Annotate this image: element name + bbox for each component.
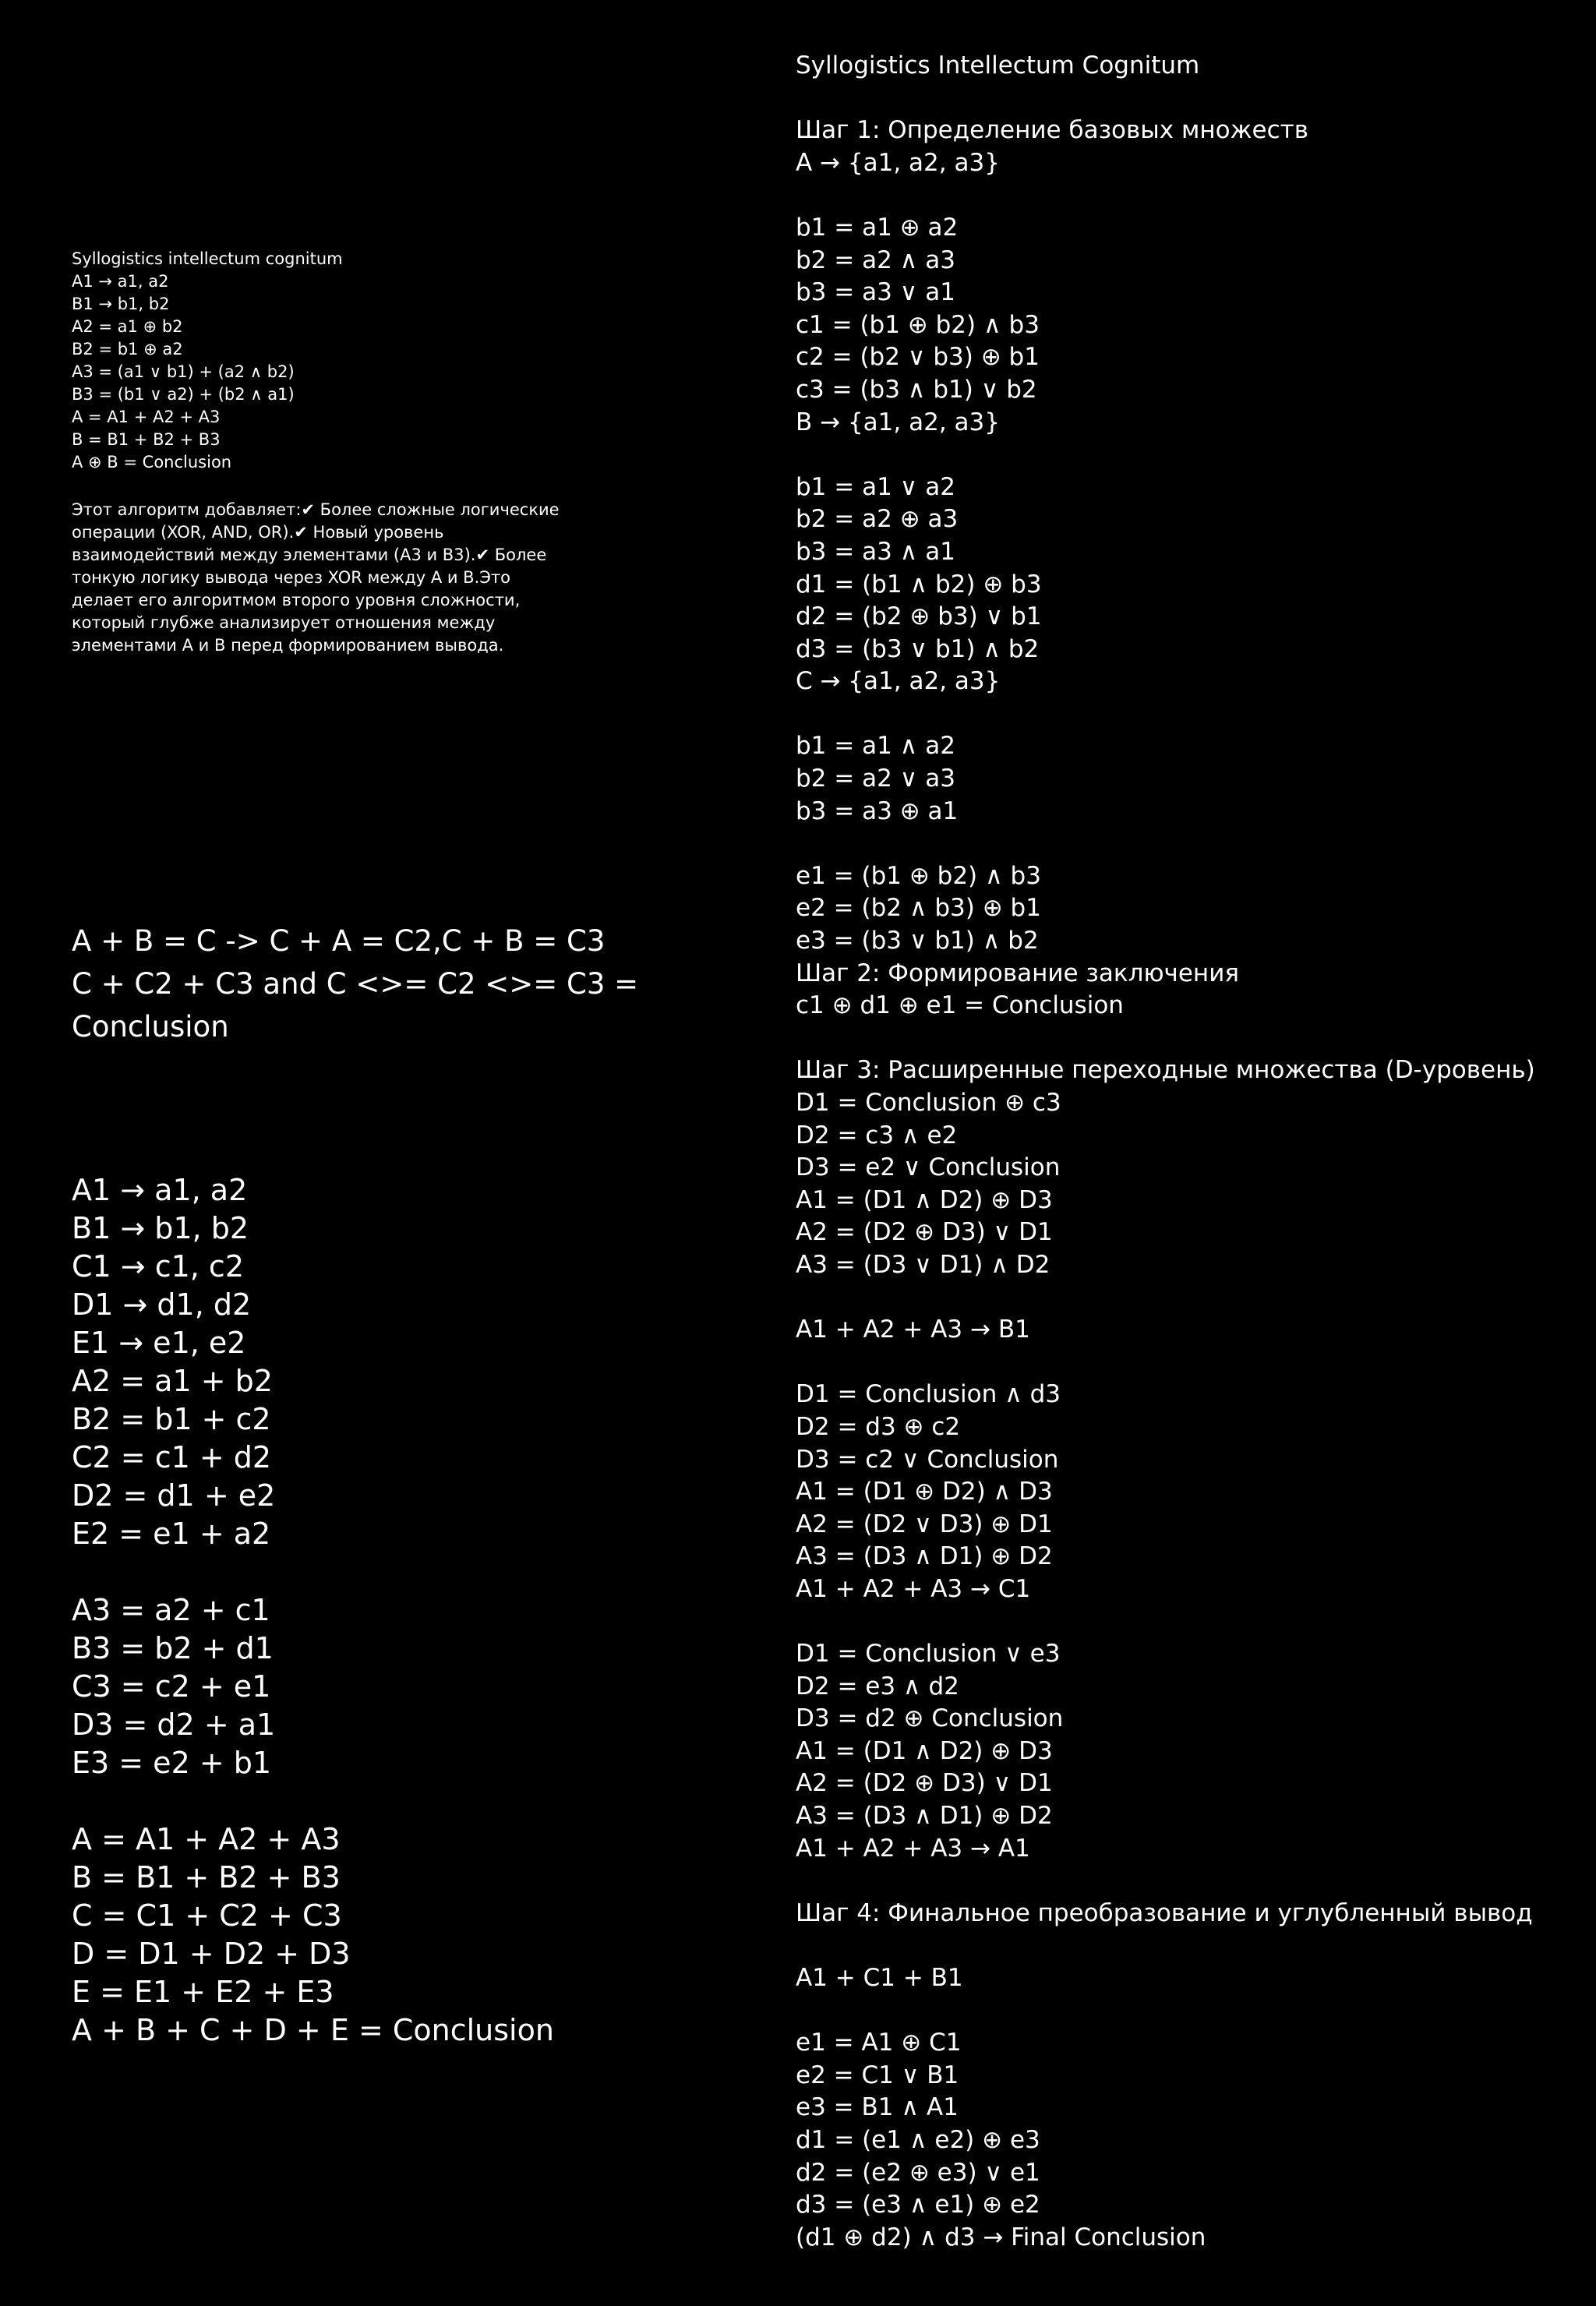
definition-line: D1 → d1, d2 [72,1287,252,1322]
summary-line: A + B = C -> C + A = C2,C + B = C3 [72,924,606,958]
formula-line: D2 = c3 ∧ e2 [796,1121,958,1149]
definition-line: B = B1 + B2 + B3 [72,1860,341,1895]
spacer [796,1606,1583,1639]
formula-line: c1 ⊕ d1 ⊕ e1 = Conclusion [796,991,1124,1020]
formula-line: c1 = (b1 ⊕ b2) ∧ b3 [796,310,1040,339]
definition-line: B3 = b2 + d1 [72,1631,274,1665]
spacer [796,1347,1583,1379]
summary-line: Conclusion [72,1010,229,1044]
spacer [796,1930,1583,1962]
definition-line: C3 = c2 + e1 [72,1669,271,1704]
definition-line: A1 → a1, a2 [72,1173,248,1207]
formula-line: c3 = (b3 ∧ b1) ∨ b2 [796,375,1037,404]
formula-line: A1 → a1, a2 [72,272,169,291]
formula-line: D2 = e3 ∧ d2 [796,1672,959,1700]
formula-line: d2 = (e2 ⊕ e3) ∨ e1 [796,2158,1040,2187]
definition-line: B2 = b1 + c2 [72,1402,271,1436]
definition-line: A + B + C + D + E = Conclusion [72,2013,554,2047]
formula-line: c2 = (b2 ∨ b3) ⊕ b1 [796,343,1040,372]
spacer [796,1995,1583,2028]
formula-line: C → {a1, a2, a3} [796,667,1001,696]
formula-line: D1 = Conclusion ∨ e3 [796,1640,1061,1669]
definition-line: C2 = c1 + d2 [72,1440,272,1474]
description-line: элементами A и B перед формированием вывода. [72,636,504,655]
definition-line: A = A1 + A2 + A3 [72,1822,341,1856]
definition-line: E1 → e1, e2 [72,1326,246,1360]
formula-line: b3 = a3 ∧ a1 [796,537,955,566]
spacer [72,1553,617,1591]
spacer [796,179,1583,212]
definition-line: A3 = a2 + c1 [72,1593,270,1627]
spacer [796,439,1583,471]
formula-line: A3 = (D3 ∧ D1) ⊕ D2 [796,1802,1053,1831]
step-heading: Шаг 2: Формирование заключения [796,959,1239,987]
description-line: тонкую логику вывода через XOR между A и B.Это [72,568,511,587]
definition-line: C1 → c1, c2 [72,1249,245,1284]
formula-line: D1 = Conclusion ∧ d3 [796,1380,1061,1409]
description-line: который глубже анализирует отношения между [72,613,496,632]
formula-line: d1 = (b1 ∧ b2) ⊕ b3 [796,570,1042,599]
formula-line: B3 = (b1 ∨ a2) + (b2 ∧ a1) [72,385,295,404]
summary-formula [72,920,639,1048]
intro-description [72,499,578,657]
definition-line: A2 = a1 + b2 [72,1364,273,1398]
formula-line: A = A1 + A2 + A3 [72,408,221,426]
spacer [796,1282,1583,1315]
formula-line: b1 = a1 ⊕ a2 [796,213,959,242]
definition-line: D2 = d1 + e2 [72,1478,276,1513]
formula-line: b3 = a3 ∨ a1 [796,278,955,307]
formula-line: e1 = (b1 ⊕ b2) ∧ b3 [796,861,1041,890]
formula-line: Syllogistics intellectum cognitum [72,249,343,268]
definition-line: D3 = d2 + a1 [72,1707,276,1742]
intro-formulas [72,248,602,474]
formula-line: e2 = (b2 ∧ b3) ⊕ b1 [796,894,1041,923]
formula-line: b1 = a1 ∨ a2 [796,472,955,501]
spacer [796,1865,1583,1898]
formula-line: A3 = (D3 ∨ D1) ∧ D2 [796,1250,1050,1279]
formula-line: e3 = (b3 ∨ b1) ∧ b2 [796,927,1039,955]
description-line: операции (XOR, AND, OR).✔ Новый уровень [72,523,444,542]
formula-line: b2 = a2 ⊕ a3 [796,505,959,534]
formula-line: b3 = a3 ⊕ a1 [796,796,959,825]
formula-line: e3 = B1 ∧ A1 [796,2093,959,2122]
formula-line: B = B1 + B2 + B3 [72,430,221,449]
formula-line: e1 = A1 ⊕ C1 [796,2029,962,2057]
formula-line: e2 = C1 ∨ B1 [796,2061,959,2089]
definitions-list [72,1171,617,2050]
formula-line: A1 = (D1 ∧ D2) ⊕ D3 [796,1736,1053,1765]
formula-line: b1 = a1 ∧ a2 [796,732,955,761]
step-heading: Шаг 3: Расширенные переходные множества (D-уровень) [796,1056,1535,1085]
formula-line: d2 = (b2 ⊕ b3) ∨ b1 [796,602,1042,631]
set-definition: A → {a1, a2, a3} [796,148,1000,177]
formula-line: b2 = a2 ∧ a3 [796,245,955,274]
description-line: взаимодействий между элементами (A3 и B3).✔ Более [72,546,547,564]
formula-line: D2 = d3 ⊕ c2 [796,1412,961,1441]
step-heading: Шаг 1: Определение базовых множеств [796,116,1308,145]
formula-line: A2 = (D2 ⊕ D3) ∨ D1 [796,1218,1053,1247]
formula-line: A1 + A2 + A3 → B1 [796,1315,1030,1344]
definition-line: E = E1 + E2 + E3 [72,1975,334,2009]
formula-line: A1 + A2 + A3 → C1 [796,1574,1031,1603]
formula-line: d3 = (e3 ∧ e1) ⊕ e2 [796,2191,1040,2219]
formula-line: A1 + C1 + B1 [796,1964,963,1993]
formula-line: A3 = (a1 ∨ b1) + (a2 ∧ b2) [72,362,295,381]
formula-line: A2 = (D2 ∨ D3) ⊕ D1 [796,1510,1053,1538]
definition-line: E2 = e1 + a2 [72,1517,271,1551]
formula-line: A2 = a1 ⊕ b2 [72,317,183,336]
definition-line: C = C1 + C2 + C3 [72,1898,342,1933]
description-line: Этот алгоритм добавляет:✔ Более сложные логические [72,500,560,519]
formula-line: d3 = (b3 ∨ b1) ∧ b2 [796,634,1040,663]
formula-line: B → {a1, a2, a3} [796,408,1000,436]
spacer [796,83,1583,115]
definition-line: B1 → b1, b2 [72,1211,249,1245]
formula-line: A3 = (D3 ∧ D1) ⊕ D2 [796,1542,1053,1571]
spacer [796,828,1583,860]
formula-line: A ⊕ B = Conclusion [72,453,232,471]
formula-line: A1 = (D1 ⊕ D2) ∧ D3 [796,1478,1053,1506]
description-line: делает его алгоритмом второго уровня сложности, [72,591,521,609]
formula-line: A2 = (D2 ⊕ D3) ∨ D1 [796,1769,1053,1798]
algorithm-column [796,50,1583,2254]
document-title: Syllogistics Intellectum Cognitum [796,51,1200,79]
formula-line: A1 = (D1 ∧ D2) ⊕ D3 [796,1185,1053,1214]
step-heading: Шаг 4: Финальное преобразование и углубленный вывод [796,1898,1533,1927]
formula-line: D3 = d2 ⊕ Conclusion [796,1704,1064,1733]
spacer [72,1782,617,1820]
formula-line: B2 = b1 ⊕ a2 [72,340,183,358]
definition-line: E3 = e2 + b1 [72,1746,272,1780]
formula-line: d1 = (e1 ∧ e2) ⊕ e3 [796,2126,1040,2154]
spacer [796,698,1583,731]
spacer [796,1022,1583,1055]
formula-line: D3 = e2 ∨ Conclusion [796,1153,1061,1182]
summary-line: C + C2 + C3 and C <>= C2 <>= C3 = [72,967,639,1001]
formula-line: D1 = Conclusion ⊕ c3 [796,1089,1061,1117]
formula-line: D3 = c2 ∨ Conclusion [796,1445,1059,1474]
definition-line: D = D1 + D2 + D3 [72,1937,351,1971]
formula-line: b2 = a2 ∨ a3 [796,765,955,793]
formula-line: A1 + A2 + A3 → A1 [796,1834,1030,1863]
formula-line: (d1 ⊕ d2) ∧ d3 → Final Conclusion [796,2223,1206,2251]
formula-line: B1 → b1, b2 [72,295,170,313]
